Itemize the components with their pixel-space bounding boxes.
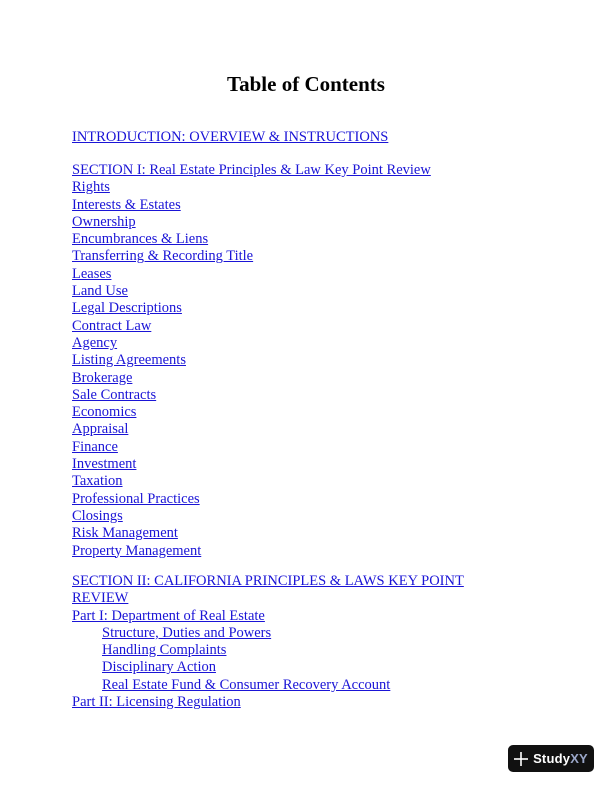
toc-introduction-group (72, 129, 492, 146)
toc-link-contract-law[interactable]: Contract Law (72, 317, 152, 334)
toc-link-encumbrances-liens[interactable]: Encumbrances & Liens (72, 231, 209, 248)
toc-link-professional-practices[interactable]: Professional Practices (72, 490, 200, 507)
toc-link-risk-management[interactable]: Risk Management (72, 525, 178, 542)
toc-link-taxation[interactable]: Taxation (72, 473, 123, 490)
toc-link-listing-agreements[interactable]: Listing Agreements (72, 352, 186, 369)
toc-link-land-use[interactable]: Land Use (72, 283, 128, 300)
toc-link-section-1[interactable]: SECTION I: Real Estate Principles & Law Key Point Review (72, 162, 431, 178)
toc-link-part-2-licensing-regulation[interactable]: Part II: Licensing Regulation (72, 694, 241, 711)
toc-link-legal-descriptions[interactable]: Legal Descriptions (72, 300, 182, 317)
toc-link-ownership[interactable]: Ownership (72, 213, 136, 230)
toc-link-handling-complaints[interactable]: Handling Complaints (102, 642, 227, 659)
badge-label-accent: XY (570, 751, 588, 766)
page-title: Table of Contents (227, 72, 385, 96)
badge-label-main: Study (533, 751, 571, 766)
toc-link-sale-contracts[interactable]: Sale Contracts (72, 386, 157, 403)
toc-link-brokerage[interactable]: Brokerage (72, 369, 133, 386)
toc-link-section-2[interactable]: SECTION II: CALIFORNIA PRINCIPLES & LAWS KEY POINT REVIEW (72, 573, 464, 607)
toc-link-economics[interactable]: Economics (72, 404, 137, 421)
studyxy-badge[interactable] (508, 745, 594, 772)
toc-link-leases[interactable]: Leases (72, 265, 112, 282)
toc-section-1 (72, 162, 492, 560)
toc-link-introduction[interactable]: INTRODUCTION: OVERVIEW & INSTRUCTIONS (72, 129, 389, 145)
toc-link-part-1-department-real-estate[interactable]: Part I: Department of Real Estate (72, 607, 265, 624)
toc-link-finance[interactable]: Finance (72, 438, 118, 455)
toc-link-appraisal[interactable]: Appraisal (72, 421, 129, 438)
toc-link-rights[interactable]: Rights (72, 179, 110, 196)
toc-link-recovery-account[interactable]: Real Estate Fund & Consumer Recovery Account (102, 676, 391, 693)
toc-link-disciplinary-action[interactable]: Disciplinary Action (102, 659, 216, 676)
toc-link-transferring-recording-title[interactable]: Transferring & Recording Title (72, 248, 254, 265)
plus-icon (514, 752, 528, 766)
toc-link-structure-duties-powers[interactable]: Structure, Duties and Powers (102, 624, 272, 641)
toc-link-closings[interactable]: Closings (72, 507, 123, 524)
toc-link-agency[interactable]: Agency (72, 334, 118, 351)
toc-link-interests-estates[interactable]: Interests & Estates (72, 196, 181, 213)
toc-link-property-management[interactable]: Property Management (72, 542, 202, 559)
badge-label (533, 751, 588, 766)
toc-section-2 (72, 573, 484, 711)
toc-link-investment[interactable]: Investment (72, 456, 137, 473)
